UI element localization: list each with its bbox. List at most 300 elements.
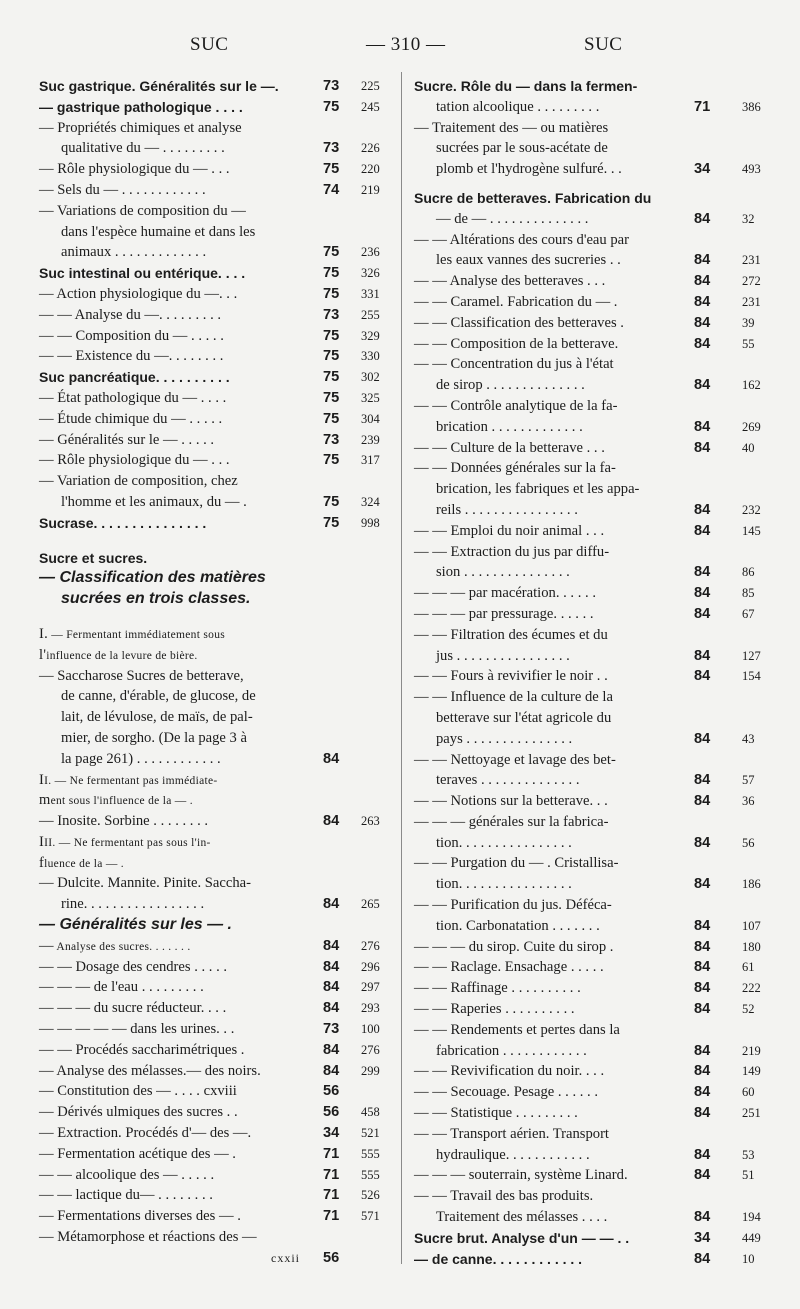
entry-text: — de — . . . . . . . . . . . . . . <box>436 210 589 227</box>
volume-number: 84 <box>323 1062 340 1079</box>
index-entry <box>39 201 365 222</box>
entry-text: — — — du sucre réducteur. . . . <box>39 1000 227 1017</box>
entry-text: — — Purgation du — . Cristallisa- <box>414 855 619 872</box>
index-entry <box>39 263 380 284</box>
page-number: — 310 — <box>366 34 446 55</box>
page-reference: 36 <box>742 794 755 809</box>
volume-number: 34 <box>323 1125 340 1142</box>
index-entry <box>414 354 757 375</box>
index-entry <box>414 230 757 251</box>
index-entry <box>414 313 757 334</box>
page-reference: 571 <box>361 1209 380 1224</box>
page-reference: 219 <box>742 1043 761 1058</box>
index-entry <box>39 666 365 687</box>
volume-number: 84 <box>694 1167 711 1184</box>
entry-text: Sucre et sucres. <box>39 549 148 566</box>
entry-text: — — Raffinage . . . . . . . . . . <box>414 980 581 997</box>
entry-text: — — Dosage des cendres . . . . . <box>39 958 228 975</box>
left-column <box>39 76 380 1269</box>
index-entry <box>39 1185 380 1206</box>
entry-text: — — Composition de la betterave. <box>414 335 619 352</box>
page-reference: 317 <box>361 453 380 468</box>
entry-text: III. — Ne fermentant pas sous l'in- <box>39 833 211 850</box>
entry-text: — — Analyse des betteraves . . . <box>414 273 606 290</box>
entry-text: tation alcoolique . . . . . . . . . <box>436 98 600 115</box>
volume-number: 84 <box>694 439 711 456</box>
entry-text: — — Revivification du noir. . . . <box>414 1063 605 1080</box>
page-reference: 236 <box>361 245 380 260</box>
entry-text: les eaux vannes des sucreries . . <box>436 252 621 269</box>
page-reference: 100 <box>361 1022 380 1037</box>
entry-text: mier, de sorgho. (De la page 3 à <box>61 729 247 746</box>
entry-text: — Extraction. Procédés d'— des —. <box>39 1125 252 1142</box>
page-reference: 299 <box>361 1063 380 1078</box>
volume-number: 84 <box>694 605 711 622</box>
index-entry <box>39 873 365 894</box>
page-reference: 194 <box>742 1210 761 1225</box>
index-entry <box>39 1061 380 1082</box>
index-entry <box>39 568 365 589</box>
entry-text: — — Extraction du jus par diffu- <box>414 543 610 560</box>
entry-text: — Analyse des sucres. . . . . . . <box>39 937 191 954</box>
page-reference: 276 <box>361 938 380 953</box>
entry-text: I. — Fermentant immédiatement sous <box>39 625 226 642</box>
entry-text: — — Transport aérien. Transport <box>414 1125 609 1142</box>
volume-number: 75 <box>323 327 340 344</box>
index-entry <box>414 729 757 750</box>
entry-text: pays . . . . . . . . . . . . . . . <box>436 730 573 747</box>
entry-text: — — Classification des betteraves . <box>414 314 624 331</box>
page-reference: 67 <box>742 606 755 621</box>
index-entry <box>39 1081 365 1102</box>
index-entry <box>414 479 757 500</box>
column-divider <box>401 72 402 1264</box>
entry-text: l'influence de la levure de bière. <box>39 646 198 663</box>
index-entry <box>39 548 365 569</box>
index-entry <box>414 874 761 895</box>
volume-number: 71 <box>694 98 711 115</box>
index-entry <box>39 589 365 610</box>
volume-number: 84 <box>694 876 711 893</box>
page-reference: 43 <box>742 731 755 746</box>
page-reference: 57 <box>742 773 755 788</box>
index-entry <box>414 1082 757 1103</box>
index-entry <box>39 513 380 534</box>
page-reference: 145 <box>742 523 761 538</box>
index-entry <box>414 812 757 833</box>
volume-number: 84 <box>323 979 340 996</box>
volume-number: 84 <box>694 980 711 997</box>
index-entry <box>39 1144 380 1165</box>
entry-text: betterave sur l'état agricole du <box>436 709 612 726</box>
volume-number: 84 <box>694 377 711 394</box>
page-reference: 154 <box>742 669 761 684</box>
volume-number: 84 <box>694 252 711 269</box>
index-entry <box>414 438 757 459</box>
entry-text: — — Données générales sur la fa- <box>414 460 616 477</box>
index-entry <box>414 118 757 139</box>
index-entry <box>414 916 761 937</box>
volume-number: 75 <box>323 285 340 302</box>
running-header <box>0 34 800 58</box>
page-reference: 219 <box>361 182 380 197</box>
index-entry <box>414 396 757 417</box>
entry-text: — — Analyse du —. . . . . . . . . <box>39 306 222 323</box>
volume-number: 84 <box>694 793 711 810</box>
page-reference: 186 <box>742 877 761 892</box>
volume-number: 75 <box>323 410 340 427</box>
volume-number: 73 <box>323 431 340 448</box>
index-entry <box>414 521 761 542</box>
volume-number: 84 <box>694 1250 711 1267</box>
entry-text: — Rôle physiologique du — . . . <box>39 161 230 178</box>
entry-text: fabrication . . . . . . . . . . . . <box>436 1042 587 1059</box>
index-entry <box>39 430 380 451</box>
volume-number: 84 <box>694 564 711 581</box>
index-entry <box>414 708 757 729</box>
entry-text: — — Fours à revivifier le noir . . <box>414 668 608 685</box>
entry-text: — — — générales sur la fabrica- <box>414 813 609 830</box>
index-entry <box>39 1102 380 1123</box>
entry-text: — — — par macération. . . . . . <box>414 585 596 602</box>
index-entry <box>414 1249 757 1270</box>
index-entry <box>39 284 380 305</box>
entry-text: — Traitement des — ou matières <box>414 119 609 136</box>
entry-text: — État pathologique du — . . . . <box>39 389 227 406</box>
index-entry <box>414 1145 757 1166</box>
volume-number: 71 <box>323 1208 340 1225</box>
entry-text: reils . . . . . . . . . . . . . . . . <box>436 501 578 518</box>
index-entry <box>39 894 380 915</box>
page-reference: 231 <box>742 294 761 309</box>
volume-number: 75 <box>323 98 340 115</box>
index-entry <box>414 1165 757 1186</box>
page-reference: 326 <box>361 266 380 281</box>
index-entry <box>39 936 380 957</box>
index-entry <box>414 937 761 958</box>
entry-text: de sirop . . . . . . . . . . . . . . <box>436 377 585 394</box>
entry-text: brication, les fabriques et les appa- <box>436 481 640 498</box>
entry-text: — — alcoolique des — . . . . . <box>39 1166 215 1183</box>
entry-text: — Dulcite. Mannite. Pinite. Saccha- <box>39 875 251 892</box>
entry-text: — Sels du — . . . . . . . . . . . . <box>39 181 206 198</box>
volume-number: 75 <box>323 265 340 282</box>
entry-text: dans l'espèce humaine et dans les <box>61 223 256 240</box>
index-entry <box>39 853 365 874</box>
entry-text: — — Raclage. Ensachage . . . . . <box>414 959 604 976</box>
volume-number: 84 <box>323 750 340 767</box>
entry-text: Sucre de betteraves. Fabrication du <box>414 189 652 206</box>
page-reference: 302 <box>361 370 380 385</box>
entry-text: — — Concentration du jus à l'état <box>414 356 614 373</box>
index-entry <box>39 222 365 243</box>
entry-text: — de canne. . . . . . . . . . . . <box>414 1250 583 1267</box>
index-entry <box>414 417 761 438</box>
entry-text: — — — par pressurage. . . . . . <box>414 605 594 622</box>
page-reference: 239 <box>361 432 380 447</box>
page-reference: 263 <box>361 814 380 829</box>
page-reference: 245 <box>361 99 380 114</box>
index-entry <box>414 1041 761 1062</box>
index-entry <box>414 1228 761 1249</box>
index-entry <box>39 159 380 180</box>
index-entry <box>414 375 761 396</box>
volume-number: 84 <box>694 1084 711 1101</box>
volume-number: 84 <box>323 1041 340 1058</box>
entry-text: Sucre brut. Analyse d'un — — . . <box>414 1229 630 1246</box>
page-reference: 85 <box>742 586 755 601</box>
index-entry <box>414 791 757 812</box>
volume-number: 34 <box>694 1229 711 1246</box>
index-entry <box>414 666 761 687</box>
entry-text: — — Procédés saccharimétriques . <box>39 1041 245 1058</box>
volume-number: 74 <box>323 181 340 198</box>
entry-text: Sucre. Rôle du — dans la fermen- <box>414 78 638 94</box>
page-reference: 52 <box>742 1002 755 1017</box>
entry-text: — Action physiologique du —. . . <box>39 285 238 302</box>
entry-text: — — Contrôle analytique de la fa- <box>414 397 618 414</box>
entry-text: tion. Carbonatation . . . . . . . <box>436 917 600 934</box>
volume-number: 71 <box>323 1166 340 1183</box>
index-entry <box>39 770 365 791</box>
entry-text: lait, de lévulose, de maïs, de pal- <box>61 709 253 726</box>
entry-text: Sucrase. . . . . . . . . . . . . . . <box>39 514 207 531</box>
volume-number: 84 <box>694 501 711 518</box>
volume-number: 73 <box>323 78 340 94</box>
entry-text: Suc pancréatique. . . . . . . . . . <box>39 369 230 386</box>
entry-text: brication . . . . . . . . . . . . . <box>436 418 583 435</box>
entry-text: l'homme et les animaux, du — . <box>61 493 247 510</box>
page-reference: 555 <box>361 1146 380 1161</box>
index-entry <box>39 1248 365 1269</box>
entry-text: — — Raperies . . . . . . . . . . <box>414 1001 575 1018</box>
entry-text: — — Notions sur la betterave. . . <box>414 793 608 810</box>
index-entry <box>414 458 757 479</box>
index-entry <box>414 625 757 646</box>
index-entry <box>414 957 757 978</box>
page-reference: 40 <box>742 440 755 455</box>
index-entry <box>39 492 380 513</box>
page-reference: 149 <box>742 1064 761 1079</box>
page-reference: 458 <box>361 1105 380 1120</box>
page-reference: 51 <box>742 1168 755 1183</box>
volume-number: 84 <box>694 522 711 539</box>
page-reference: 53 <box>742 1147 755 1162</box>
page-reference: 304 <box>361 411 380 426</box>
volume-number: 84 <box>323 937 340 954</box>
index-entry <box>39 915 365 936</box>
page-reference: 231 <box>742 253 761 268</box>
entry-text: de canne, d'érable, de glucose, de <box>61 688 256 705</box>
entry-text: — Fermentation acétique des — . <box>39 1145 236 1162</box>
entry-text: — — Nettoyage et lavage des bet- <box>414 751 616 768</box>
entry-text: — Généralités sur le — . . . . . <box>39 431 215 448</box>
volume-number: 75 <box>323 348 340 365</box>
entry-text: — Constitution des — . . . . cxviii <box>39 1083 237 1100</box>
entry-text: Suc intestinal ou entérique. . . . <box>39 265 246 282</box>
page-reference: 55 <box>742 336 755 351</box>
index-entry <box>414 1186 757 1207</box>
entry-text: qualitative du — . . . . . . . . . <box>61 140 225 157</box>
entry-text: — — Caramel. Fabrication du — . <box>414 293 618 310</box>
volume-number: 75 <box>323 389 340 406</box>
index-entry <box>414 562 757 583</box>
entry-text: sucrées par le sous-acétate de <box>436 140 608 157</box>
volume-number: 84 <box>323 1000 340 1017</box>
index-entry <box>39 728 365 749</box>
index-entry <box>39 1040 380 1061</box>
entry-text: — Variations de composition du — <box>39 202 246 219</box>
entry-text: plomb et l'hydrogène sulfuré. . . <box>436 161 622 178</box>
entry-text: — Fermentations diverses des — . <box>39 1208 241 1225</box>
page-reference: 526 <box>361 1188 380 1203</box>
entry-text: — — Statistique . . . . . . . . . <box>414 1105 578 1122</box>
page-reference: 521 <box>361 1126 380 1141</box>
page-reference: 265 <box>361 897 380 912</box>
page-reference: 269 <box>742 419 761 434</box>
index-entry <box>39 388 380 409</box>
volume-number: 84 <box>694 730 711 747</box>
index-entry <box>414 1103 761 1124</box>
entry-text: tion. . . . . . . . . . . . . . . . <box>436 834 572 851</box>
volume-number: 75 <box>323 244 340 261</box>
index-entry <box>414 687 757 708</box>
entry-text: — — Culture de la betterave . . . <box>414 439 605 456</box>
page-reference: 127 <box>742 648 761 663</box>
entry-text: — Métamorphose et réactions des — <box>39 1229 257 1246</box>
entry-text: animaux . . . . . . . . . . . . . <box>61 244 207 261</box>
entry-text: — — Travail des bas produits. <box>414 1188 594 1205</box>
index-entry <box>414 853 757 874</box>
entry-text: rine. . . . . . . . . . . . . . . . . <box>61 896 205 913</box>
volume-number: 75 <box>323 514 340 531</box>
index-entry <box>414 1020 757 1041</box>
index-entry <box>414 500 761 521</box>
index-entry <box>39 450 380 471</box>
index-entry <box>39 790 365 811</box>
index-entry <box>39 749 365 770</box>
entry-text: — — — de l'eau . . . . . . . . . <box>39 979 204 996</box>
volume-number: 84 <box>323 958 340 975</box>
index-entry <box>414 138 757 159</box>
volume-number: 84 <box>323 813 340 830</box>
index-entry <box>39 998 380 1019</box>
entry-text: sion . . . . . . . . . . . . . . . <box>436 564 570 581</box>
entry-text: — — Composition du — . . . . . <box>39 327 224 344</box>
index-entry <box>414 188 757 209</box>
volume-number: 84 <box>694 1063 711 1080</box>
volume-number: 84 <box>694 273 711 290</box>
index-entry <box>414 1207 761 1228</box>
entry-text: — Étude chimique du — . . . . . <box>39 410 223 427</box>
page-reference: 32 <box>742 211 755 226</box>
index-entry <box>39 76 380 97</box>
volume-number: 84 <box>694 1105 711 1122</box>
volume-number: 56 <box>323 1104 340 1121</box>
index-entry <box>414 583 757 604</box>
index-entry <box>414 978 761 999</box>
entry-text: — Généralités sur les — . <box>39 916 232 934</box>
volume-number: 84 <box>694 834 711 851</box>
index-entry <box>414 209 757 230</box>
index-entry <box>414 97 761 118</box>
header-left-term: SUC <box>190 34 229 55</box>
entry-text: hydraulique. . . . . . . . . . . . <box>436 1146 590 1163</box>
volume-number: 84 <box>694 959 711 976</box>
page-reference: 56 <box>742 835 755 850</box>
index-entry <box>39 832 365 853</box>
page-reference: 272 <box>742 274 761 289</box>
index-entry <box>414 76 757 97</box>
page-reference: 10 <box>742 1251 755 1266</box>
index-entry <box>414 271 761 292</box>
index-entry <box>414 646 761 667</box>
page-reference: 325 <box>361 390 380 405</box>
entry-text: la page 261) . . . . . . . . . . . . <box>61 750 221 767</box>
index-entry <box>414 1124 757 1145</box>
volume-number: 56 <box>323 1249 340 1266</box>
index-entry <box>39 1019 380 1040</box>
page-reference: 493 <box>742 162 761 177</box>
index-entry <box>39 707 365 728</box>
index-entry <box>414 833 757 854</box>
page-reference: 220 <box>361 162 380 177</box>
entry-text: teraves . . . . . . . . . . . . . . <box>436 772 580 789</box>
index-entry <box>39 180 380 201</box>
page-reference: 296 <box>361 959 380 974</box>
entry-text: — — Purification du jus. Déféca- <box>414 897 612 914</box>
index-entry <box>39 471 365 492</box>
entry-text: — Analyse des mélasses.— des noirs. <box>39 1062 261 1079</box>
index-entry <box>414 334 757 355</box>
volume-number: 84 <box>694 1209 711 1226</box>
index-entry <box>39 367 380 388</box>
entry-text: — Classification des matières <box>39 569 266 587</box>
page-reference: 330 <box>361 349 380 364</box>
index-entry <box>39 305 380 326</box>
page-reference: 297 <box>361 980 380 995</box>
entry-text: — — Existence du —. . . . . . . . <box>39 348 224 365</box>
entry-text: — — — du sirop. Cuite du sirop . <box>414 938 614 955</box>
right-column <box>414 76 761 1269</box>
page-reference: 998 <box>361 515 380 530</box>
index-entry <box>414 999 757 1020</box>
volume-number: 84 <box>694 1042 711 1059</box>
entry-text: Traitement des mélasses . . . . <box>436 1209 608 1226</box>
page-reference: 222 <box>742 981 761 996</box>
entry-text: — — Altérations des cours d'eau par <box>414 231 629 248</box>
volume-number: 84 <box>694 293 711 310</box>
index-entry <box>414 250 761 271</box>
page-reference: 61 <box>742 960 755 975</box>
volume-number: 73 <box>323 1021 340 1038</box>
page-reference: 251 <box>742 1106 761 1121</box>
volume-number: 75 <box>323 369 340 386</box>
page-reference: 449 <box>742 1230 761 1245</box>
page-reference: 329 <box>361 328 380 343</box>
entry-text: — Propriétés chimiques et analyse <box>39 119 242 136</box>
index-entry <box>414 895 757 916</box>
index-entry <box>39 1165 380 1186</box>
page-reference: 225 <box>361 79 380 93</box>
index-entry <box>39 624 365 645</box>
volume-number: 84 <box>694 647 711 664</box>
volume-number: 84 <box>694 938 711 955</box>
volume-number: 73 <box>323 306 340 323</box>
entry-text: — Dérivés ulmiques des sucres . . <box>39 1104 238 1121</box>
volume-number: 84 <box>694 210 711 227</box>
volume-number: 84 <box>694 418 711 435</box>
